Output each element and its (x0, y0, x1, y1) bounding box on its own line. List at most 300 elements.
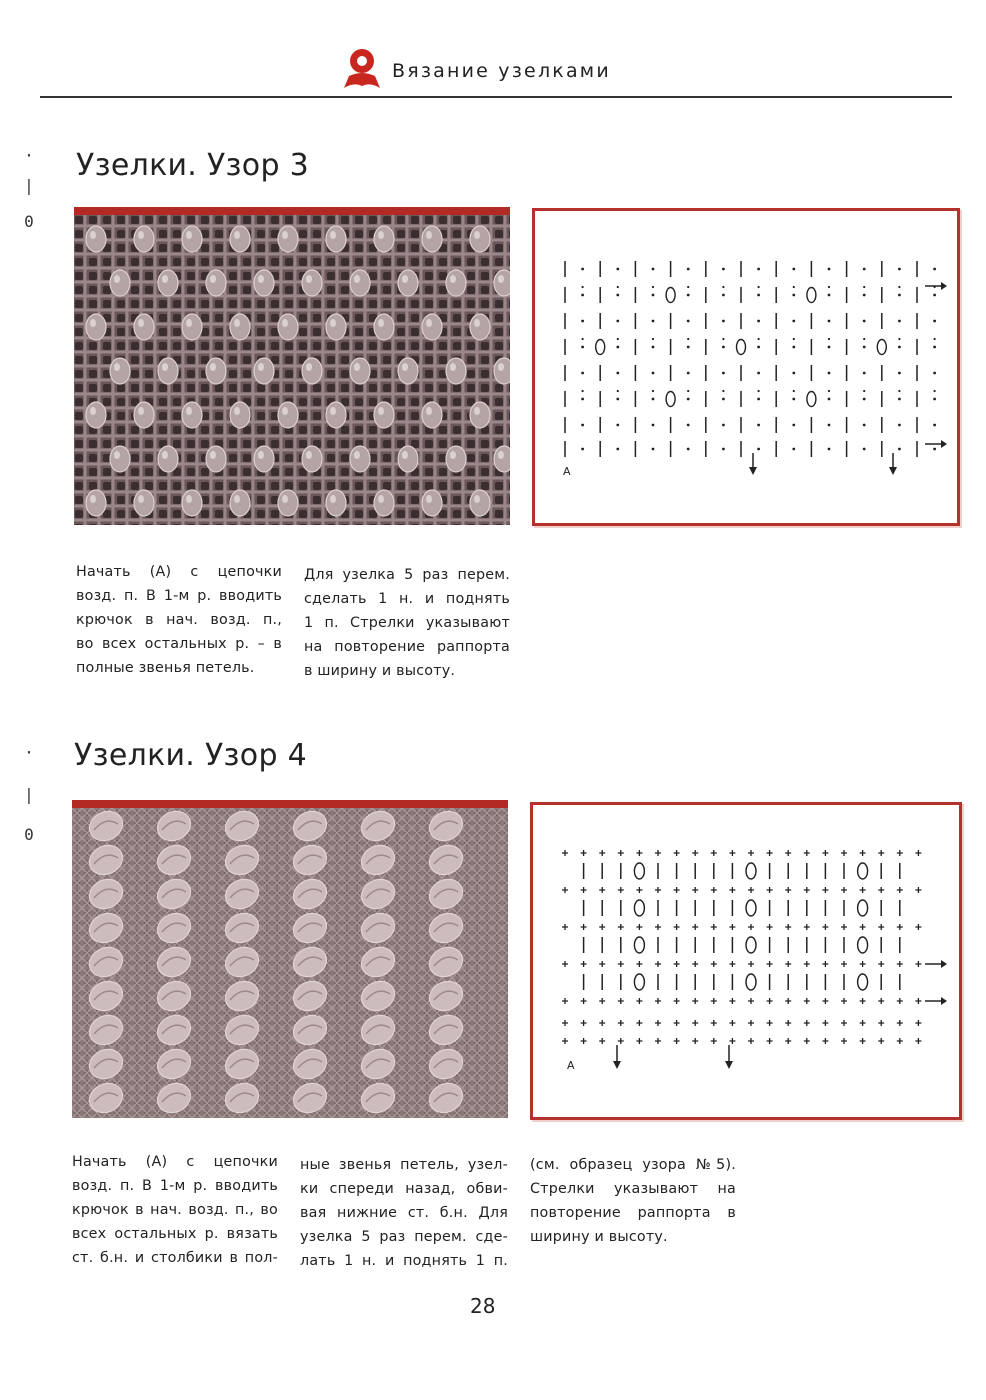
knot (182, 314, 202, 340)
chain-dot (722, 398, 725, 401)
single-crochet-symbol (562, 998, 568, 1004)
chain-dot (793, 286, 795, 288)
chain-dot (687, 390, 689, 392)
knot-highlight (114, 275, 120, 283)
chain-dot (757, 424, 760, 427)
single-crochet-symbol (618, 1020, 624, 1026)
chain-dot (652, 338, 654, 340)
single-crochet-symbol (599, 961, 605, 967)
chain-dot (722, 268, 725, 271)
single-crochet-symbol (785, 1020, 791, 1026)
single-crochet-symbol (562, 1038, 568, 1044)
knot-highlight (378, 319, 384, 327)
single-crochet-symbol (897, 961, 903, 967)
single-crochet-symbol (822, 998, 828, 1004)
knot (374, 314, 394, 340)
chain-dot (617, 286, 619, 288)
single-crochet-symbol (785, 961, 791, 967)
chain-dot (828, 286, 830, 288)
single-crochet-symbol (878, 961, 884, 967)
chain-dot (863, 320, 866, 323)
chain-dot (933, 398, 936, 401)
margin-mark: · (24, 743, 34, 762)
single-crochet-symbol (711, 1038, 717, 1044)
knot (110, 270, 130, 296)
knot-highlight (450, 275, 456, 283)
chain-dot (898, 346, 901, 349)
chain-dot (828, 268, 831, 271)
single-crochet-symbol (655, 850, 661, 856)
chain-dot (933, 320, 936, 323)
chain-dot (687, 372, 690, 375)
knot (398, 270, 418, 296)
single-crochet-symbol (618, 998, 624, 1004)
single-crochet-symbol (636, 998, 642, 1004)
chain-dot (616, 448, 619, 451)
single-crochet-symbol (636, 961, 642, 967)
knot-symbol (877, 340, 886, 355)
single-crochet-symbol (599, 924, 605, 930)
chain-dot (687, 320, 690, 323)
chain-dot (828, 372, 831, 375)
single-crochet-symbol (748, 1020, 754, 1026)
chain-dot (652, 320, 655, 323)
chain-dot (581, 448, 584, 451)
pattern4-title: Узелки. Узор 4 (74, 738, 308, 773)
knot-highlight (402, 451, 408, 459)
single-crochet-symbol (860, 998, 866, 1004)
single-crochet-symbol (897, 850, 903, 856)
chain-dot (757, 448, 760, 451)
single-crochet-symbol (562, 1020, 568, 1026)
chain-dot (581, 424, 584, 427)
arrow-head (941, 960, 947, 968)
knot-highlight (90, 407, 96, 415)
knot-symbol (858, 974, 868, 990)
text-line: 1 п. Стрелки указывают (304, 615, 510, 631)
knot-highlight (162, 275, 168, 283)
chain-dot (863, 286, 865, 288)
chain-dot (617, 390, 619, 392)
knot (182, 226, 202, 252)
knot (230, 226, 250, 252)
knot (182, 490, 202, 516)
arrow-head (613, 1061, 621, 1069)
chain-dot (792, 320, 795, 323)
knot-symbol (746, 900, 756, 916)
single-crochet-symbol (897, 1020, 903, 1026)
knot (158, 446, 178, 472)
single-crochet-symbol (804, 887, 810, 893)
page-header (40, 40, 952, 98)
knot (278, 314, 298, 340)
single-crochet-symbol (915, 998, 921, 1004)
knot-symbol (807, 288, 816, 303)
text-line: ки спереди назад, обви- (300, 1181, 508, 1197)
chain-dot (863, 294, 866, 297)
knot (158, 270, 178, 296)
knot-highlight (258, 451, 264, 459)
text-line: всех остальных р. вязать (72, 1226, 278, 1242)
knot-highlight (90, 319, 96, 327)
chain-dot (898, 286, 900, 288)
knot-highlight (138, 231, 144, 239)
knot-highlight (162, 363, 168, 371)
knot (230, 490, 250, 516)
single-crochet-symbol (636, 1020, 642, 1026)
single-crochet-symbol (878, 850, 884, 856)
chain-dot (581, 294, 584, 297)
knot (470, 490, 490, 516)
chain-dot (898, 424, 901, 427)
text-line: лать 1 н. и поднять 1 п. (300, 1253, 508, 1269)
chain-dot (757, 268, 760, 271)
knot (302, 270, 322, 296)
single-crochet-symbol (655, 961, 661, 967)
margin-marks-top (18, 148, 40, 238)
chain-dot (687, 286, 689, 288)
text-line: крючок в нач. возд. п., (76, 612, 282, 628)
text-line: ст. б.н. и столбики в пол- (72, 1250, 278, 1266)
knot (182, 402, 202, 428)
single-crochet-symbol (599, 998, 605, 1004)
single-crochet-symbol (767, 1020, 773, 1026)
knot (134, 402, 154, 428)
knot-highlight (450, 451, 456, 459)
chain-dot (933, 448, 936, 451)
chain-dot (652, 346, 655, 349)
knot (446, 358, 466, 384)
chain-dot (898, 448, 901, 451)
single-crochet-symbol (841, 887, 847, 893)
single-crochet-symbol (767, 961, 773, 967)
arrow-head (749, 467, 757, 475)
knot (446, 446, 466, 472)
knot-symbol (666, 392, 675, 407)
chain-dot (722, 320, 725, 323)
arrow-head (941, 997, 947, 1005)
knot-highlight (330, 407, 336, 415)
knot (374, 490, 394, 516)
single-crochet-symbol (841, 998, 847, 1004)
single-crochet-symbol (748, 924, 754, 930)
single-crochet-symbol (878, 1020, 884, 1026)
text-line: возд. п. В 1-м р. вводить (76, 588, 282, 604)
knot (278, 490, 298, 516)
chain-dot (617, 338, 619, 340)
arrow-head (941, 440, 947, 448)
chain-dot (722, 390, 724, 392)
single-crochet-symbol (692, 924, 698, 930)
knot-highlight (138, 495, 144, 503)
text-line: полные звенья петель. (76, 660, 255, 676)
knot-symbol (634, 900, 644, 916)
chain-dot (863, 372, 866, 375)
knot-highlight (258, 363, 264, 371)
knot-highlight (474, 231, 480, 239)
knot (422, 490, 442, 516)
knot (206, 358, 226, 384)
single-crochet-symbol (581, 924, 587, 930)
knot-symbol (746, 863, 756, 879)
single-crochet-symbol (618, 887, 624, 893)
chain-dot (933, 424, 936, 427)
single-crochet-symbol (785, 850, 791, 856)
knot (254, 446, 274, 472)
chain-dot (757, 294, 760, 297)
chain-dot (687, 346, 690, 349)
single-crochet-symbol (841, 1038, 847, 1044)
knot (158, 358, 178, 384)
chain-dot (616, 346, 619, 349)
single-crochet-symbol (915, 961, 921, 967)
pattern4-text-col2 (300, 1153, 508, 1273)
pattern4-diagram (530, 802, 962, 1120)
knot-symbol (634, 974, 644, 990)
single-crochet-symbol (860, 961, 866, 967)
single-crochet-symbol (822, 887, 828, 893)
chain-dot (652, 398, 655, 401)
knot-highlight (354, 275, 360, 283)
knot-highlight (354, 451, 360, 459)
margin-mark: | (24, 176, 34, 195)
chain-dot (792, 294, 795, 297)
single-crochet-symbol (599, 887, 605, 893)
knot-highlight (330, 495, 336, 503)
chain-dot (758, 390, 760, 392)
knot (470, 226, 490, 252)
chain-dot (687, 398, 690, 401)
chain-dot (652, 424, 655, 427)
knot-highlight (498, 451, 504, 459)
knot-highlight (426, 407, 432, 415)
chain-dot (828, 398, 831, 401)
knot (302, 358, 322, 384)
margin-mark: | (24, 785, 34, 804)
chain-dot (722, 448, 725, 451)
knot (422, 314, 442, 340)
single-crochet-symbol (581, 1038, 587, 1044)
single-crochet-symbol (581, 887, 587, 893)
knot (326, 226, 346, 252)
knot-symbol (737, 340, 746, 355)
chain-dot (581, 268, 584, 271)
single-crochet-symbol (804, 1020, 810, 1026)
single-crochet-symbol (860, 924, 866, 930)
chain-dot (757, 398, 760, 401)
single-crochet-symbol (860, 1038, 866, 1044)
single-crochet-symbol (841, 1020, 847, 1026)
knot (422, 402, 442, 428)
single-crochet-symbol (897, 998, 903, 1004)
single-crochet-symbol (767, 924, 773, 930)
knot (494, 270, 510, 296)
single-crochet-symbol (729, 924, 735, 930)
pattern4-text-col3 (530, 1153, 736, 1249)
single-crochet-symbol (785, 924, 791, 930)
chain-dot (863, 268, 866, 271)
single-crochet-symbol (655, 998, 661, 1004)
single-crochet-symbol (860, 887, 866, 893)
knot (302, 446, 322, 472)
single-crochet-symbol (562, 924, 568, 930)
knot-highlight (330, 231, 336, 239)
chain-dot (863, 390, 865, 392)
knot-highlight (186, 407, 192, 415)
single-crochet-symbol (915, 1020, 921, 1026)
chain-dot (652, 268, 655, 271)
single-crochet-symbol (636, 887, 642, 893)
chain-dot (581, 320, 584, 323)
pattern3-text-col2 (304, 563, 510, 683)
chain-dot (722, 424, 725, 427)
chain-dot (863, 424, 866, 427)
knot-highlight (282, 319, 288, 327)
chain-dot (757, 346, 760, 349)
chain-dot (933, 268, 936, 271)
chain-dot (616, 320, 619, 323)
arrow-head (941, 282, 947, 290)
knot (398, 446, 418, 472)
knot (254, 270, 274, 296)
knot (86, 490, 106, 516)
knot-highlight (114, 363, 120, 371)
diagram-start-label: A (563, 465, 571, 478)
knot-highlight (402, 275, 408, 283)
single-crochet-symbol (692, 998, 698, 1004)
single-crochet-symbol (897, 924, 903, 930)
pattern4-photo (72, 800, 508, 1118)
knot-highlight (306, 275, 312, 283)
knot (494, 358, 510, 384)
knot (374, 402, 394, 428)
single-crochet-symbol (711, 850, 717, 856)
chain-dot (758, 338, 760, 340)
single-crochet-symbol (767, 1038, 773, 1044)
knot-highlight (186, 495, 192, 503)
knot-highlight (234, 231, 240, 239)
knot-highlight (306, 451, 312, 459)
knot (110, 446, 130, 472)
chain-dot (933, 294, 936, 297)
single-crochet-symbol (618, 924, 624, 930)
chain-dot (898, 372, 901, 375)
single-crochet-symbol (692, 961, 698, 967)
chain-dot (652, 294, 655, 297)
chain-dot (616, 424, 619, 427)
single-crochet-symbol (636, 1038, 642, 1044)
chain-dot (757, 320, 760, 323)
single-crochet-symbol (618, 1038, 624, 1044)
knot-highlight (138, 407, 144, 415)
single-crochet-symbol (655, 924, 661, 930)
chain-dot (863, 398, 866, 401)
knot-symbol (807, 392, 816, 407)
margin-mark: · (24, 146, 34, 165)
single-crochet-symbol (655, 1038, 661, 1044)
header-rule (40, 96, 952, 98)
knot-highlight (378, 407, 384, 415)
knot-highlight (354, 363, 360, 371)
arrow-head (725, 1061, 733, 1069)
knot-highlight (474, 319, 480, 327)
single-crochet-symbol (692, 850, 698, 856)
knot (134, 314, 154, 340)
knot-highlight (90, 231, 96, 239)
single-crochet-symbol (692, 1020, 698, 1026)
knot-symbol (746, 974, 756, 990)
knot-symbol (634, 863, 644, 879)
page-number: 28 (470, 1294, 496, 1318)
single-crochet-symbol (729, 1020, 735, 1026)
chain-dot (828, 448, 831, 451)
knot (278, 402, 298, 428)
single-crochet-symbol (804, 998, 810, 1004)
chain-dot (652, 286, 654, 288)
single-crochet-symbol (674, 924, 680, 930)
knot (350, 358, 370, 384)
chain-dot (792, 346, 795, 349)
pattern4-text-col1 (72, 1150, 278, 1270)
chain-dot (898, 338, 900, 340)
chain-dot (792, 372, 795, 375)
single-crochet-symbol (748, 961, 754, 967)
margin-marks-bottom (18, 743, 40, 844)
text-line: на повторение раппорта (304, 639, 510, 655)
chain-dot (616, 294, 619, 297)
chain-dot (792, 398, 795, 401)
text-line: Начать (А) с цепочки (72, 1154, 278, 1170)
knot-highlight (162, 451, 168, 459)
single-crochet-symbol (822, 961, 828, 967)
text-line: Стрелки указывают на (530, 1181, 736, 1197)
single-crochet-symbol (804, 1038, 810, 1044)
single-crochet-symbol (711, 998, 717, 1004)
single-crochet-symbol (674, 887, 680, 893)
knot (398, 358, 418, 384)
chain-dot (757, 372, 760, 375)
single-crochet-symbol (581, 1020, 587, 1026)
single-crochet-symbol (897, 1038, 903, 1044)
knot-highlight (474, 407, 480, 415)
knot-symbol (858, 900, 868, 916)
pattern3-text-col1 (76, 560, 282, 680)
chain-dot (898, 268, 901, 271)
knot (86, 314, 106, 340)
single-crochet-symbol (692, 887, 698, 893)
knot-logo-icon (340, 46, 384, 92)
chain-dot (722, 372, 725, 375)
chain-dot (828, 294, 831, 297)
single-crochet-symbol (729, 887, 735, 893)
single-crochet-symbol (618, 850, 624, 856)
text-line: возд. п. В 1-м р. вводить (72, 1178, 278, 1194)
chain-dot (687, 294, 690, 297)
knot (374, 226, 394, 252)
knot (278, 226, 298, 252)
knot (134, 490, 154, 516)
text-line: ные звенья петель, узел- (300, 1157, 508, 1173)
knot-highlight (258, 275, 264, 283)
single-crochet-symbol (785, 998, 791, 1004)
single-crochet-symbol (562, 887, 568, 893)
single-crochet-symbol (841, 850, 847, 856)
single-crochet-symbol (674, 850, 680, 856)
chain-dot (934, 390, 936, 392)
single-crochet-symbol (878, 1038, 884, 1044)
single-crochet-symbol (767, 887, 773, 893)
single-crochet-symbol (618, 961, 624, 967)
